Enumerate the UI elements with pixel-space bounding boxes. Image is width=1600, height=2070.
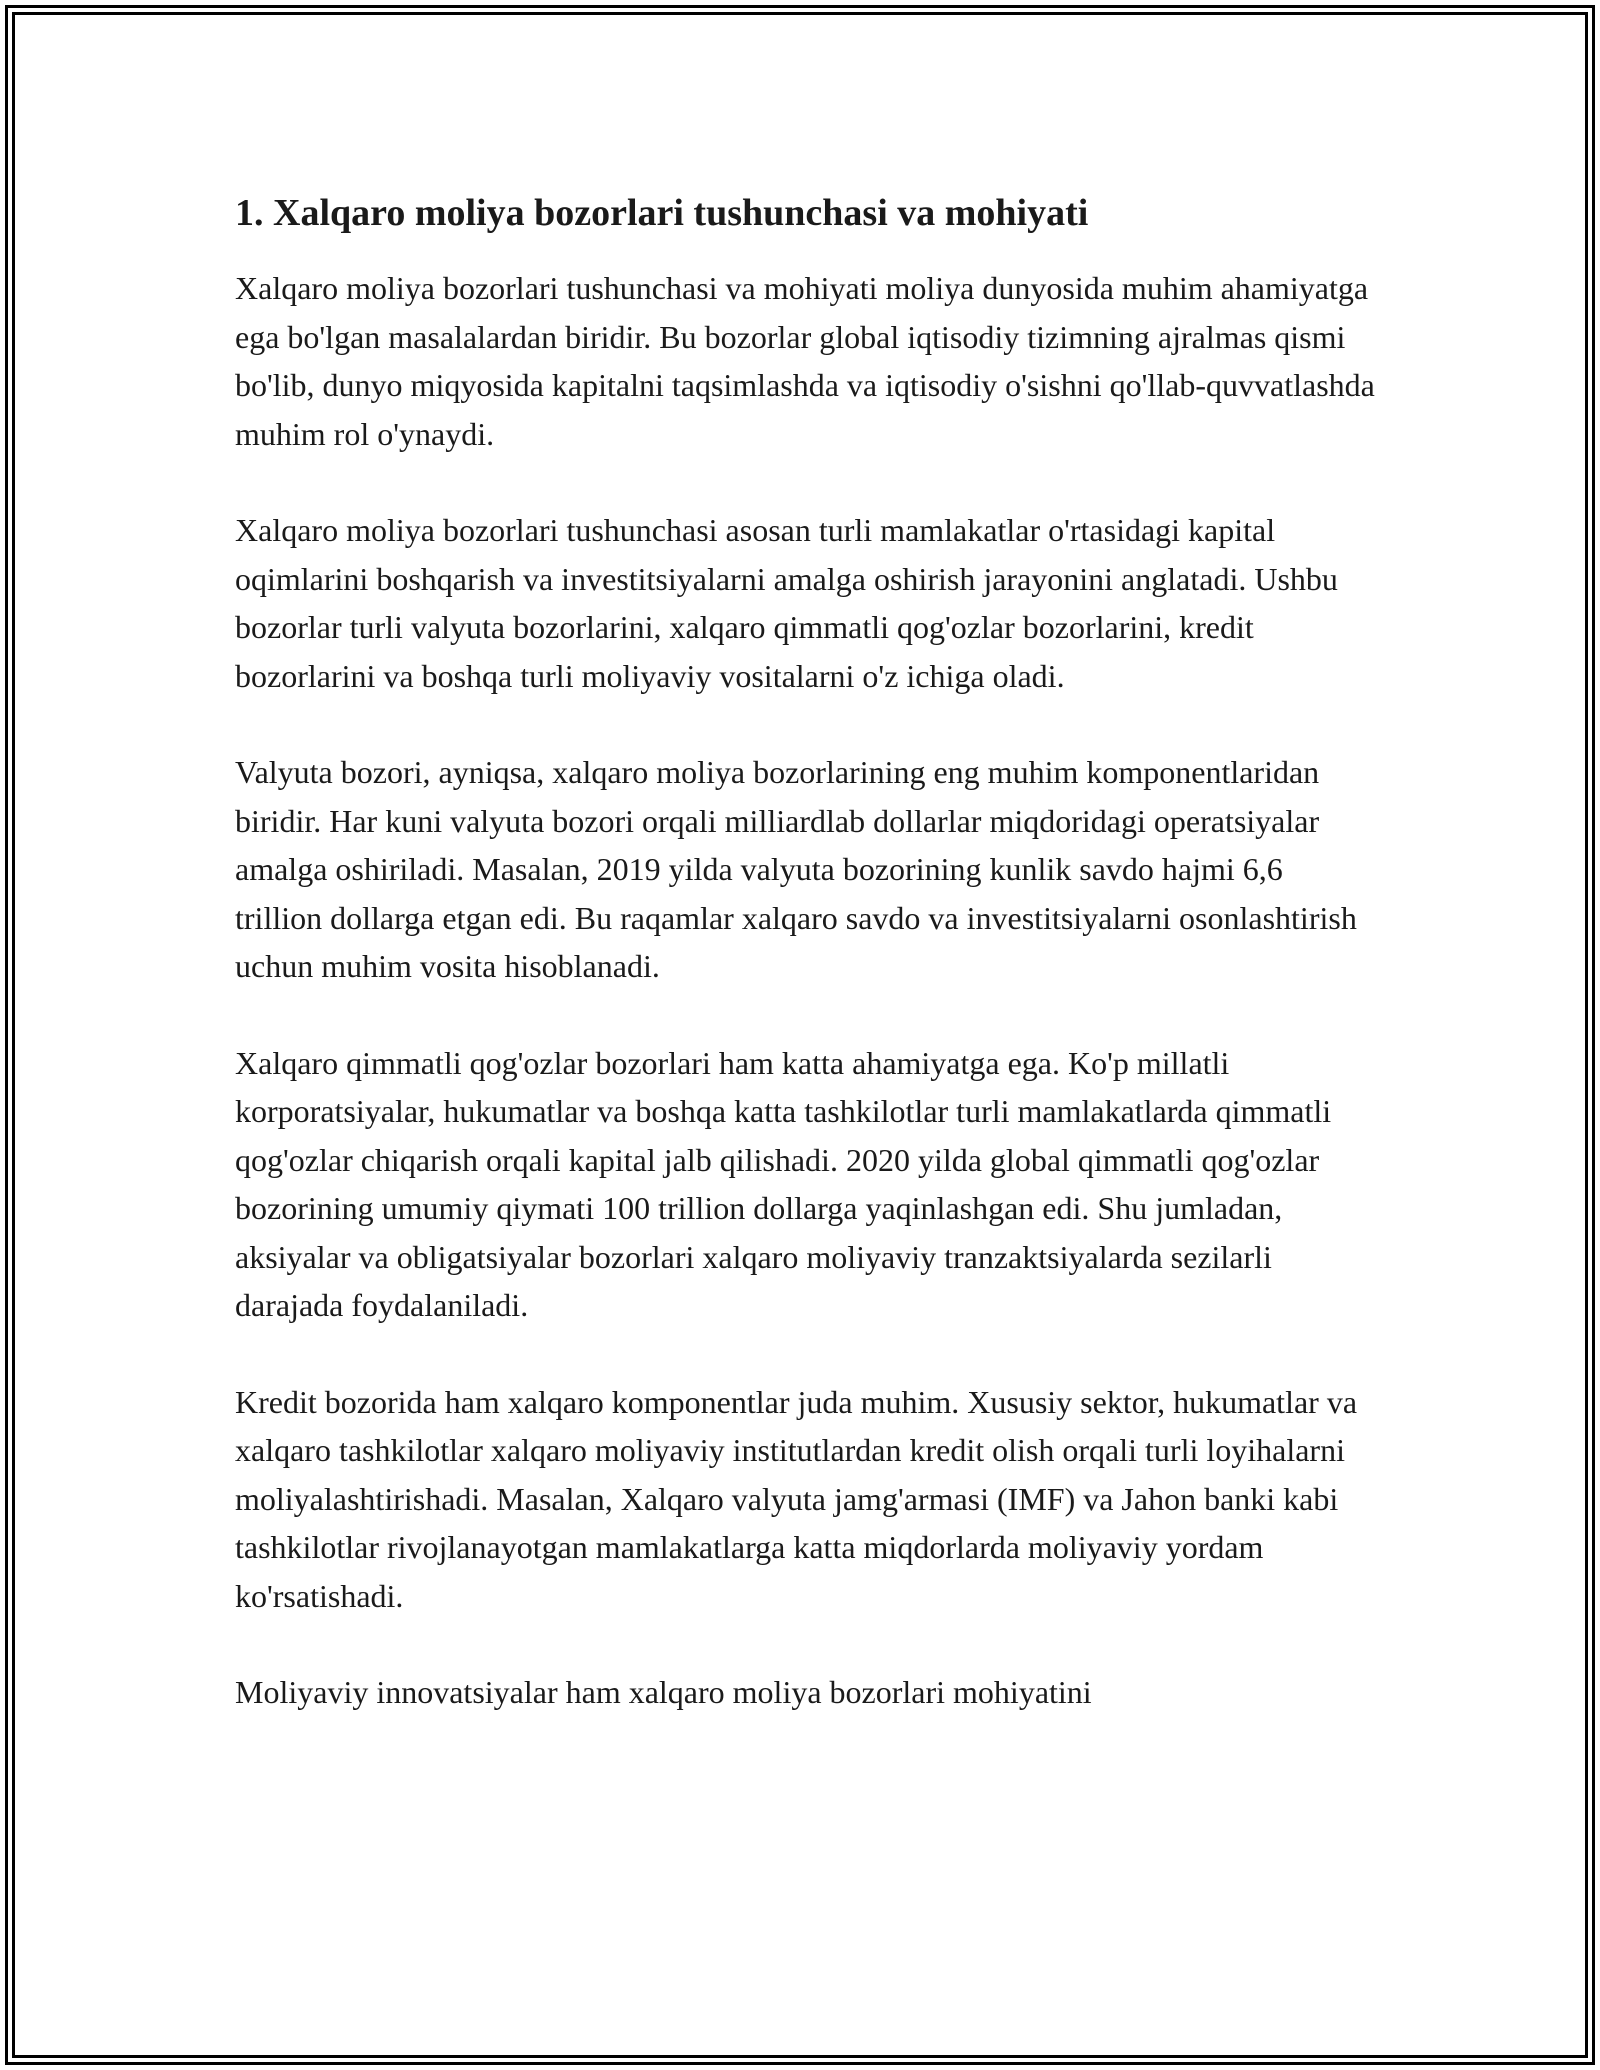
paragraph-credit-market: Kredit bozorida ham xalqaro komponentlar juda muhim. Xususiy sektor, hukumatlar va xalqaro tashkilotlar xalqaro moliyaviy institutlardan kredit olish orqali turli loyihalarni moliyalashtirishadi. Masalan, Xalqaro valyuta jamg'armasi (IMF) va Jahon banki kabi tashkilotlar rivojlanayotgan mamlakatlarga katta miqdorlarda moliyaviy yordam ko'rsatishadi. bbox=[235, 1383, 1358, 1614]
paragraph-intro: Xalqaro moliya bozorlari tushunchasi va mohiyati moliya dunyosida muhim ahamiyatga ega bo'lgan masalalardan biridir. Bu bozorlar global iqtisodiy tizimning ajralmas qismi bo'lib, dunyo miqyosida kapitalni taqsimlashda va iqtisodiy o'sishni qo'llab-quvvatlashda muhim rol o'ynaydi. bbox=[235, 270, 1375, 452]
paragraph-securities-market: Xalqaro qimmatli qog'ozlar bozorlari ham katta ahamiyatga ega. Ko'p millatli korporatsiyalar, hukumatlar va boshqa katta tashkilotlar turli mamlakatlarda qimmatli qog'ozlar chiqarish orqali kapital jalb qilishadi. 2020 yilda global qimmatli qog'ozlar bozorining umumiy qiymati 100 trillion dollarga yaqinlashgan edi. Shu jumladan, aksiyalar va obligatsiyalar bozorlari xalqaro moliyaviy tranzaktsiyalarda sezilarli darajada foydalaniladi. bbox=[235, 1044, 1332, 1323]
paragraph-innovations: Moliyaviy innovatsiyalar ham xalqaro moliya bozorlari mohiyatini bbox=[235, 1674, 1092, 1710]
paragraph-definition: Xalqaro moliya bozorlari tushunchasi asosan turli mamlakatlar o'rtasidagi kapital oqimlarini boshqarish va investitsiyalarni amalga oshirish jarayonini anglatadi. Ushbu bozorlar turli valyuta bozorlarini, xalqaro qimmatli qog'ozlar bozorlarini, kredit bozorlarini va boshqa turli moliyaviy vositalarni o'z ichiga oladi. bbox=[235, 512, 1338, 694]
document-body bbox=[235, 188, 1375, 1765]
section-heading: 1. Xalqaro moliya bozorlari tushunchasi va mohiyati bbox=[235, 192, 1089, 234]
paragraph-currency-market: Valyuta bozori, ayniqsa, xalqaro moliya bozorlarining eng muhim komponentlaridan biridir. Har kuni valyuta bozori orqali milliardlab dollarlar miqdoridagi operatsiyalar amalga oshiriladi. Masalan, 2019 yilda valyuta bozorining kunlik savdo hajmi 6,6 trillion dollarga etgan edi. Bu raqamlar xalqaro savdo va investitsiyalarni osonlashtirish uchun muhim vosita hisoblanadi. bbox=[235, 754, 1357, 984]
